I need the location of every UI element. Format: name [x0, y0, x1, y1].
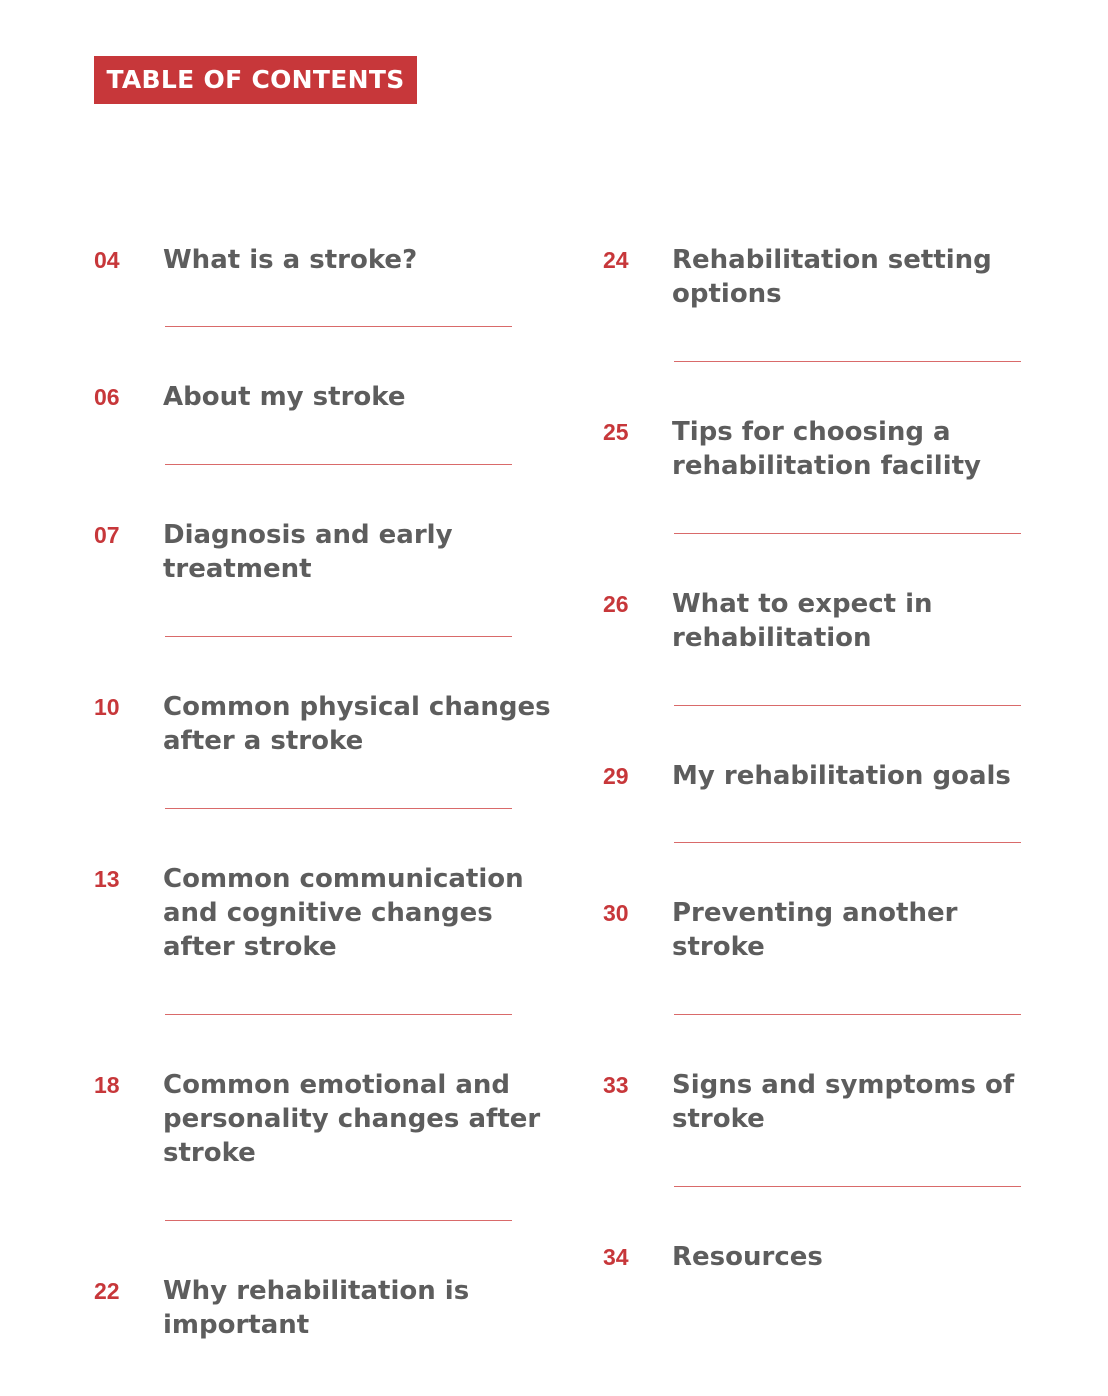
toc-entry-title: Common communication and cognitive changes after stroke [163, 864, 524, 962]
toc-page-number: 22 [94, 1278, 120, 1304]
divider [674, 361, 1021, 362]
toc-entry-title: Common physical changes after a stroke [163, 692, 551, 756]
divider [674, 1186, 1021, 1187]
toc-page-number: 07 [94, 522, 120, 548]
toc-entry-title: Diagnosis and early treatment [163, 520, 453, 584]
toc-entry-title: About my stroke [163, 382, 406, 412]
toc-entry-title: My rehabilitation goals [672, 761, 1011, 791]
toc-entry-title: Preventing another stroke [672, 898, 958, 962]
toc-page-number: 04 [94, 247, 120, 273]
toc-page-number: 18 [94, 1072, 120, 1098]
toc-entry-title: Rehabilitation setting options [672, 245, 992, 309]
toc-page-number: 10 [94, 694, 120, 720]
toc-entry-title: Why rehabilitation is important [163, 1276, 470, 1340]
toc-entry-title: What is a stroke? [163, 245, 418, 275]
divider [674, 705, 1021, 706]
divider [674, 533, 1021, 534]
toc-page-number: 33 [603, 1072, 629, 1098]
divider [165, 1220, 512, 1221]
divider [165, 464, 512, 465]
toc-page-number: 13 [94, 866, 120, 892]
divider [674, 842, 1021, 843]
toc-entry-title: Resources [672, 1242, 823, 1272]
toc-page-number: 30 [603, 900, 629, 926]
toc-entry-title: Signs and symptoms of stroke [672, 1070, 1015, 1134]
toc-page-number: 26 [603, 591, 629, 617]
toc-page-number: 29 [603, 763, 629, 789]
divider [165, 326, 512, 327]
toc-entry-title: Common emotional and personality changes after stroke [163, 1070, 541, 1168]
toc-page-number: 25 [603, 419, 629, 445]
divider [674, 1014, 1021, 1015]
divider [165, 636, 512, 637]
toc-page-number: 06 [94, 384, 120, 410]
toc-entry-title: Tips for choosing a rehabilitation facility [672, 417, 981, 481]
toc-entry-title: What to expect in rehabilitation [672, 589, 933, 653]
divider [165, 1014, 512, 1015]
toc-page-number: 24 [603, 247, 629, 273]
divider [165, 808, 512, 809]
toc-page-number: 34 [603, 1244, 629, 1270]
table-of-contents-heading: TABLE OF CONTENTS [94, 56, 417, 104]
